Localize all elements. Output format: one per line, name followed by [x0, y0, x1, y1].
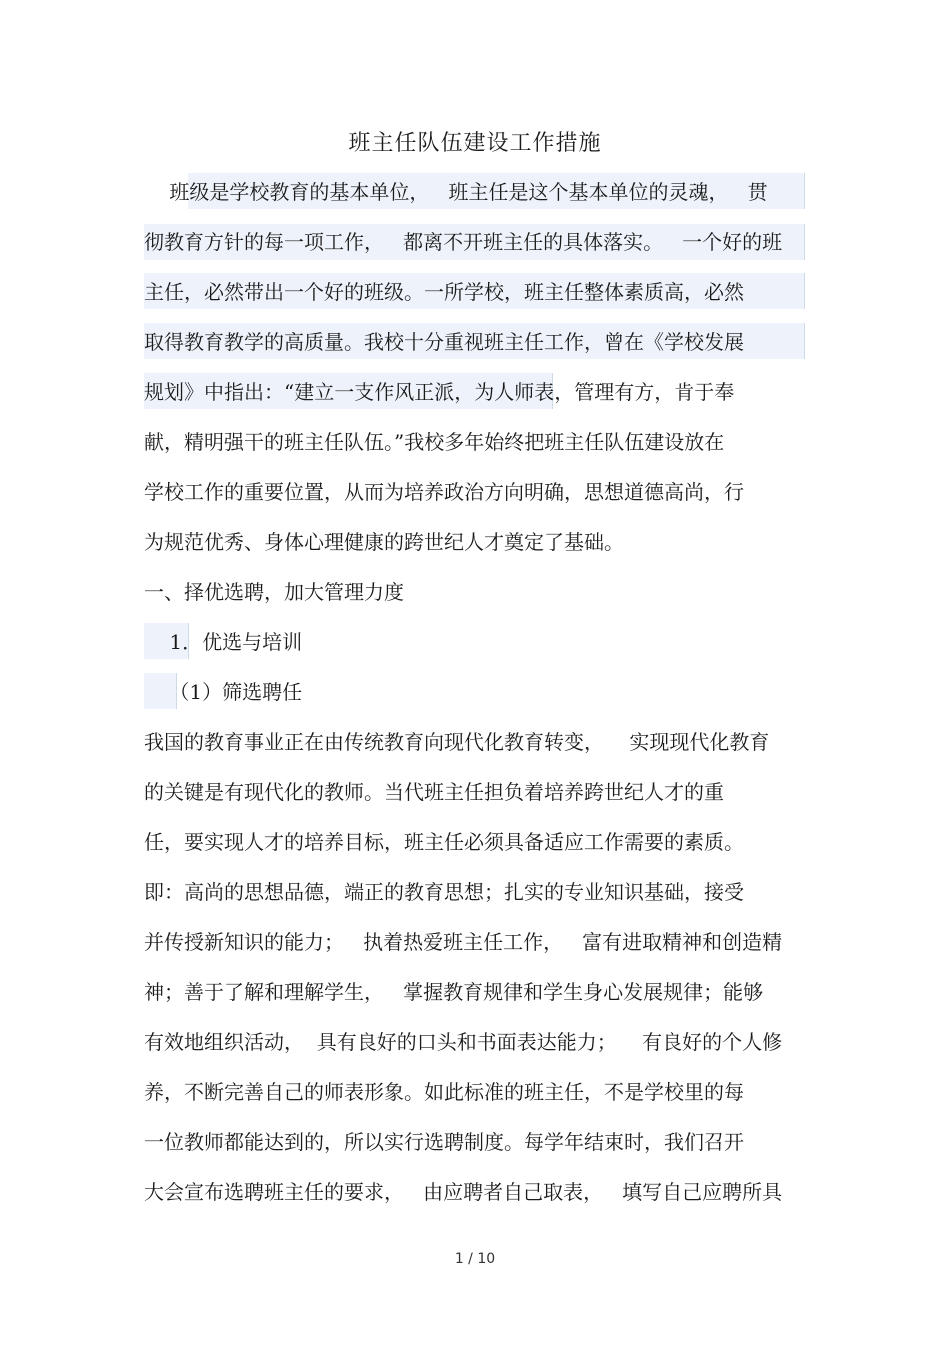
- section-heading: 一、择优选聘，加大管理力度: [144, 580, 404, 604]
- body-line: 有效地组织活动， 具有良好的口头和书面表达能力； 有良好的个人修: [144, 1030, 783, 1054]
- body-line: 一位教师都能达到的，所以实行选聘制度。每学年结束时，我们召开: [144, 1130, 744, 1154]
- body-line: 养，不断完善自己的师表形象。如此标准的班主任，不是学校里的每: [144, 1080, 744, 1104]
- body-line: 主任，必然带出一个好的班级。一所学校，班主任整体素质高，必然: [144, 280, 744, 304]
- body-line: 神；善于了解和理解学生， 掌握教育规律和学生身心发展规律；能够: [144, 980, 764, 1004]
- body-line: 即：高尚的思想品德，端正的教育思想；扎实的专业知识基础，接受: [144, 880, 744, 904]
- body-line: 大会宣布选聘班主任的要求， 由应聘者自己取表， 填写自己应聘所具: [144, 1180, 783, 1204]
- body-line: 并传授新知识的能力； 执着热爱班主任工作， 富有进取精神和创造精: [144, 930, 783, 954]
- body-line: 的关键是有现代化的教师。当代班主任担负着培养跨世纪人才的重: [144, 780, 724, 804]
- page-number: 1 / 10: [454, 1251, 496, 1267]
- body-line: 取得教育教学的高质量。我校十分重视班主任工作，曾在《学校发展: [144, 330, 744, 354]
- body-line: 班级是学校教育的基本单位， 班主任是这个基本单位的灵魂， 贯: [144, 180, 768, 204]
- body-line: 献，精明强干的班主任队伍。”我校多年始终把班主任队伍建设放在: [144, 430, 725, 454]
- body-line: 为规范优秀、身体心理健康的跨世纪人才奠定了基础。: [144, 530, 624, 554]
- subsection-heading: 1．优选与培训: [144, 630, 303, 654]
- body-line: 任，要实现人才的培养目标，班主任必须具备适应工作需要的素质。: [144, 830, 744, 854]
- body-line: 我国的教育事业正在由传统教育向现代化教育转变， 实现现代化教育: [144, 730, 770, 754]
- body-line: 规划》中指出：“建立一支作风正派，为人师表，管理有方，肯于奉: [144, 380, 735, 404]
- body-line: 学校工作的重要位置，从而为培养政治方向明确，思想道德高尚，行: [144, 480, 744, 504]
- subsection-heading: （1）筛选聘任: [144, 680, 303, 704]
- body-line: 彻教育方针的每一项工作， 都离不开班主任的具体落实。 一个好的班: [144, 230, 783, 254]
- document-title: 班主任队伍建设工作措施: [348, 131, 602, 156]
